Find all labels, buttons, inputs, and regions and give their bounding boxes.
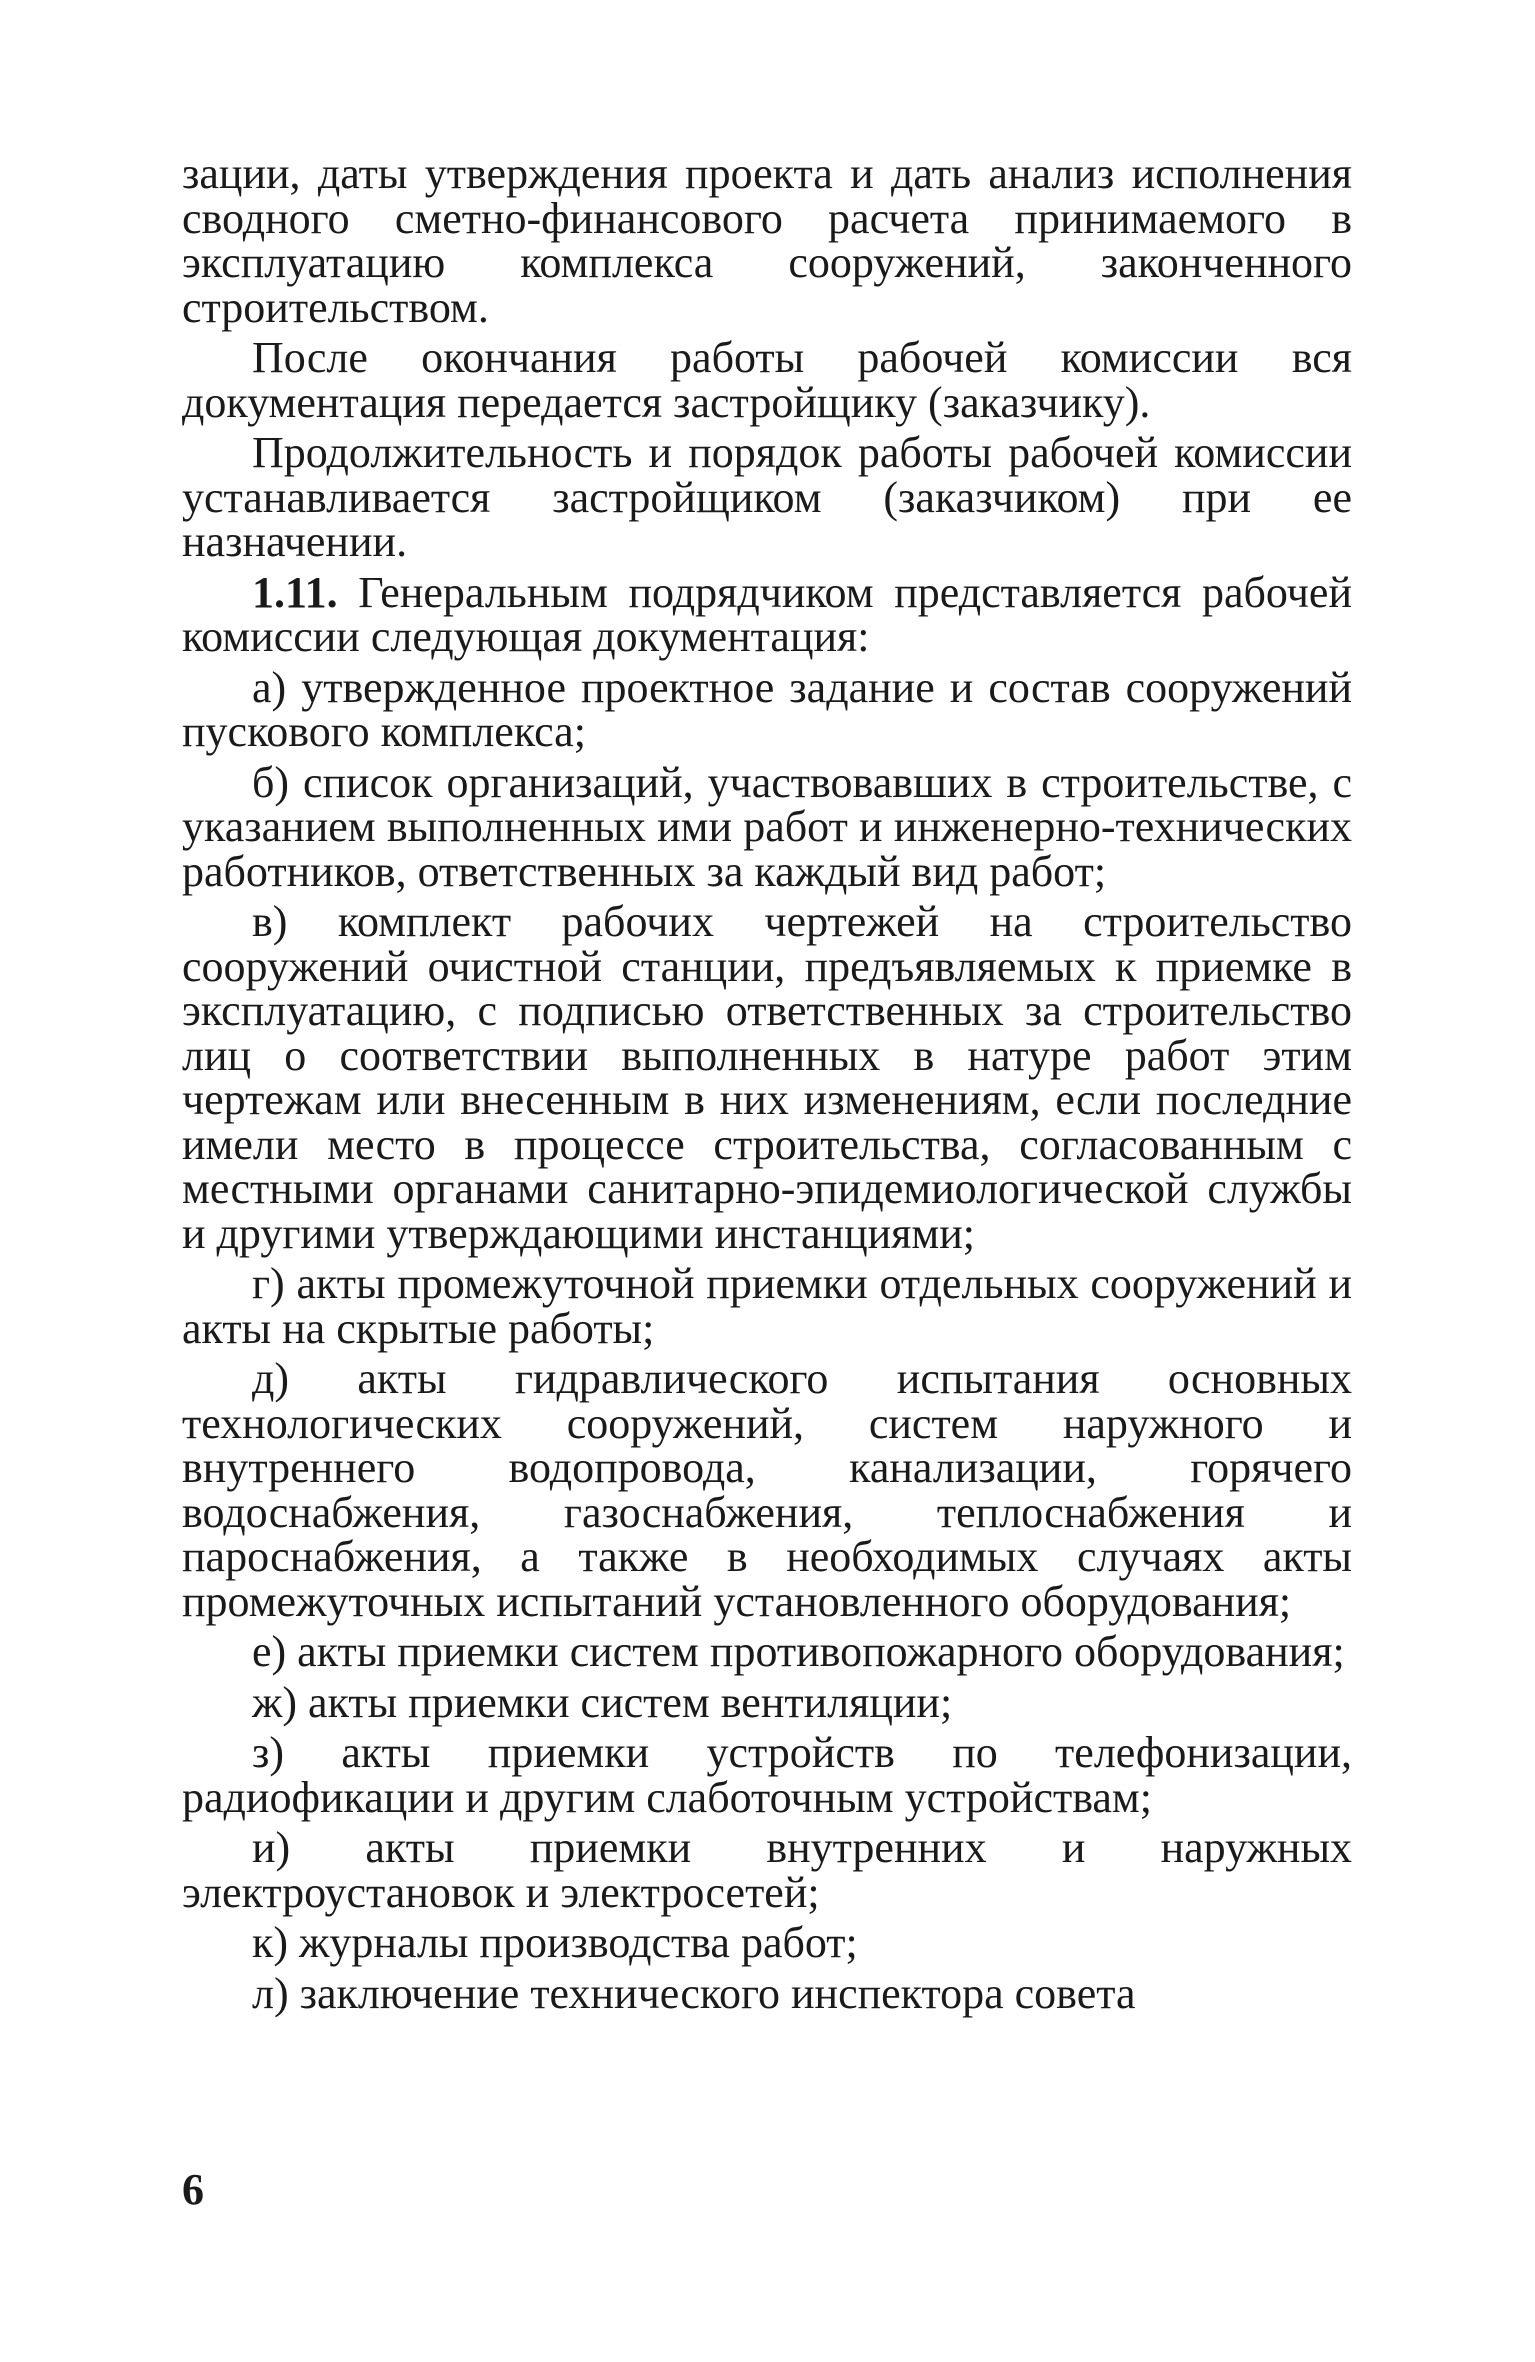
list-item-v: в) комплект рабочих чертежей на строительство сооружений очистной станции, предъявляемых к приемке в эксплуатацию, с подписью ответственных за строительство лиц о соответствии выполненных в натуре работ этим чертежам или внесенным в них изменениям, если последние имели место в процессе строительства, согласованным с местными органами санитарно-эпидемиологической службы и другими утверждающими инстанциями; (182, 897, 1352, 1258)
list-item-b: б) список организаций, участвовавших в строительстве, с указанием выполненных ими работ и инженерно-технических работников, ответственных за каждый вид работ; (182, 757, 1352, 896)
list-item-d: д) акты гидравлического испытания основных технологических сооружений, систем наружного и внутреннего водопровода, канализации, горячего водоснабжения, газоснабжения, теплоснабжения и пароснабжения, а также в необходимых случаях акты промежуточных испытаний установленного оборудования; (182, 1354, 1352, 1626)
list-item-k: к) журналы производства работ; (252, 1918, 858, 1967)
paragraph-documentation-transfer: После окончания работы рабочей комиссии вся документация передается застройщику (заказчику). (182, 333, 1352, 427)
list-item-z: з) акты приемки устройств по телефонизации, радиофикации и другим слаботочным устройствам; (182, 1728, 1352, 1822)
document-page (182, 149, 1352, 2272)
list-item-i: и) акты приемки внутренних и наружных электроустановок и электросетей; (182, 1823, 1352, 1917)
list-item-a: а) утвержденное проектное задание и состав сооружений пускового комплекса; (182, 662, 1352, 756)
list-item-zh: ж) акты приемки систем вентиляции; (252, 1677, 953, 1727)
list-item-l: л) заключение технического инспектора совета (252, 1968, 1136, 2018)
page-number: 6 (182, 2165, 204, 2214)
section-text: Генеральным подрядчиком представляется рабочей комиссии следующая документация: (182, 567, 1352, 661)
section-number: 1.11. (252, 567, 338, 617)
list-item-e: е) акты приемки систем противопожарного оборудования; (252, 1627, 1345, 1676)
paragraph-commission-duration: Продолжительность и порядок работы рабочей комиссии устанавливается застройщиком (заказчиком) при ее назначении. (182, 428, 1352, 566)
list-item-g: г) акты промежуточной приемки отдельных сооружений и акты на скрытые работы; (182, 1259, 1352, 1353)
paragraph-continuation: зации, даты утверждения проекта и дать анализ исполнения сводного сметно-финансового расчета принимаемого в эксплуатацию комплекса сооружений, законченного строительством. (182, 149, 1352, 332)
section-1-11 (182, 567, 1352, 661)
